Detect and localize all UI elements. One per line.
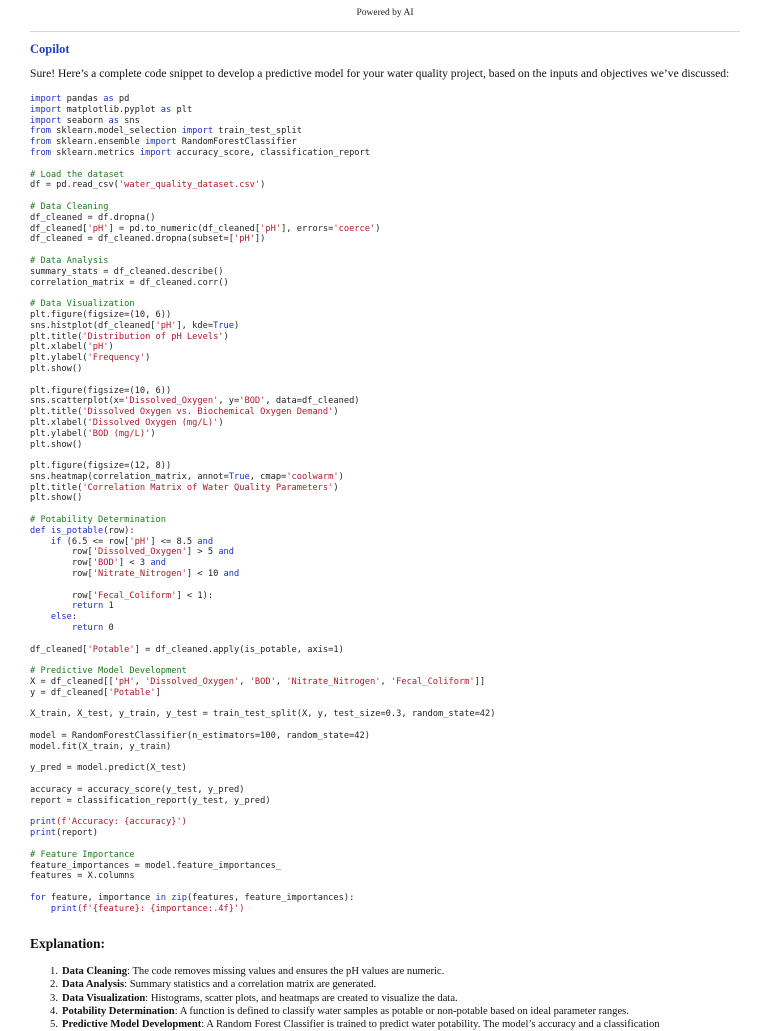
code-token: plt.figure(figsize=(10, 6)) [30,309,172,320]
code-token: 'Fecal_Coliform' [92,590,177,601]
code-token: 'Fecal_Coliform' [390,677,475,688]
page-header [30,0,740,32]
code-token: plt.title( [30,482,83,493]
explanation-item [30,965,750,978]
code-token: ) [234,320,240,331]
code-token: sklearn.ensemble [50,137,146,148]
code-token: and [150,558,167,569]
code-token: pandas [61,94,104,104]
code-line [30,871,750,882]
code-token: ], errors= [281,223,334,234]
code-line [30,94,750,105]
code-line [30,774,750,785]
code-token: ]] [474,677,486,688]
code-token: as [108,115,119,126]
code-line [30,234,750,245]
code-line [30,159,750,170]
code-token: 'Potable' [108,687,156,698]
code-token: # Data Cleaning [30,201,109,212]
code-token [30,904,51,914]
code-token: df_cleaned[ [30,644,88,655]
code-token: print [30,817,57,828]
code-token: df_cleaned = df.dropna() [30,212,156,223]
code-token: plt.show() [30,493,83,504]
code-token: df = pd.read_csv( [30,180,119,191]
code-token: row[ [30,590,93,601]
code-token: # Predictive Model Development [30,666,187,677]
code-token: from [30,137,51,148]
explanation-item-text: : The code removes missing values and ensures the pH values are numeric. [127,966,445,977]
code-token: import [30,94,62,104]
code-line [30,202,750,213]
code-line [30,547,750,558]
code-line [30,699,750,710]
explanation-item-text: : Summary statistics and a correlation matrix are generated. [124,979,377,991]
code-line [30,785,750,796]
code-line [30,634,750,645]
code-token: sklearn.metrics [50,147,140,158]
code-token: if [50,536,62,547]
code-token: model.fit(X_train, y_train) [30,741,172,752]
code-token: 'Nitrate_Nitrogen' [92,569,187,580]
code-line [30,148,750,159]
explanation-item-number: 3. [50,992,58,1004]
code-token: ] <= 8.5 [150,536,198,547]
code-token: , [239,677,250,688]
code-line [30,116,750,127]
code-token: , [380,677,391,688]
code-line [30,310,750,321]
code-token: ] < 10 [186,569,224,580]
code-token: plt.figure(figsize=(12, 8)) [30,461,172,472]
code-line [30,526,750,537]
code-line [30,763,750,774]
explanation-item-term: Data Analysis [62,979,125,991]
code-token: sns.histplot(df_cleaned[ [30,320,156,331]
code-line [30,623,750,634]
code-token: ) [333,407,339,418]
code-token: (f'{feature}: {importance:.4f}') [77,903,245,914]
explanation-item-term: Predictive Model Development [62,1019,202,1031]
code-token: ) [338,471,344,482]
code-line [30,828,750,839]
code-token: ) [108,342,114,353]
code-token: plt.show() [30,363,83,374]
code-line [30,256,750,267]
code-line [30,731,750,742]
code-token: , [134,677,146,688]
code-token: features = X.columns [30,871,135,882]
code-token [30,537,51,547]
code-line [30,126,750,137]
code-token: row[ [30,558,93,569]
code-token: # Data Analysis [30,255,109,266]
code-token: plt.show() [30,439,83,450]
code-token: 'Frequency' [87,353,146,364]
code-token: 'coerce' [333,223,376,234]
code-line [30,299,750,310]
explanation-item-number: 5. [50,1019,58,1031]
code-line [30,288,750,299]
code-token: train_test_split [213,126,302,137]
code-token: , y= [218,396,240,407]
code-token: ] = pd.to_numeric(df_cleaned[ [108,223,261,234]
code-line [30,601,750,612]
code-token: for [30,892,46,903]
code-line [30,515,750,526]
code-token: zip [171,892,187,903]
code-token: ) [375,223,381,234]
code-token: plt.ylabel( [30,428,88,439]
code-line [30,278,750,289]
code-line [30,137,750,148]
code-token: : [71,612,78,623]
code-line [30,850,750,861]
code-line [30,170,750,181]
code-token: 'BOD' [239,396,266,407]
code-token: print [50,903,78,914]
code-token: as [103,94,114,104]
code-token: in [155,892,167,903]
code-line [30,321,750,332]
code-token: 'coolwarm' [286,471,339,482]
code-token: # Potability Determination [30,515,166,526]
code-line [30,580,750,591]
intro-paragraph: Sure! Here’s a complete code snippet to develop a predictive model for your water quality project, based on the inputs and objectives we’ve discussed: [30,67,730,80]
explanation-item [30,1018,750,1031]
code-token: ) [145,353,151,364]
code-token: ) [218,417,224,428]
code-line [30,537,750,548]
code-token: plt.figure(figsize=(10, 6)) [30,385,172,396]
explanation-item-number: 2. [50,979,58,991]
explanation-item-number: 4. [50,1005,58,1017]
code-token: plt.ylabel( [30,353,88,364]
code-line [30,796,750,807]
explanation-item [30,992,750,1005]
code-token: return [71,601,104,612]
code-token: row[ [30,569,93,580]
code-token: sns [118,115,140,126]
code-token: (features, feature_importances): [186,892,355,903]
code-token: X = df_cleaned[[ [30,677,114,688]
explanation-item-text: : A function is defined to classify water samples as potable or non-potable based on ideal parameter ranges. [174,1005,629,1017]
code-token [30,601,72,611]
code-line [30,224,750,235]
code-line [30,677,750,688]
code-line [30,213,750,224]
code-token: accuracy = accuracy_score(y_test, y_pred) [30,785,245,795]
code-token: import [30,104,62,115]
code-token: and [218,547,235,558]
code-token: feature_importances = model.feature_importances_ [30,860,282,871]
code-token: ) [223,331,229,342]
code-token: df_cleaned[ [30,223,88,234]
code-token: # Data Visualization [30,299,135,310]
code-token: import [139,147,172,158]
code-token: import [30,115,62,126]
code-token: 0 [103,623,114,634]
code-token: RandomForestClassifier [176,137,297,148]
code-token: 'Dissolved Oxygen (mg/L)' [87,417,219,428]
code-token: , cmap= [249,471,287,482]
code-line [30,245,750,256]
code-block [30,94,750,915]
code-token: , data=df_cleaned) [265,396,360,407]
code-line [30,418,750,429]
code-token: (f'Accuracy: {accuracy}') [56,817,187,828]
code-line [30,861,750,872]
code-line [30,558,750,569]
code-line [30,904,750,915]
code-token: 'pH' [87,223,109,234]
code-token: sns.scatterplot(x= [30,396,125,407]
code-token: 'Potable' [87,644,135,655]
code-token: 'Dissolved_Oxygen' [92,547,187,558]
code-token: ) [150,428,156,439]
code-token: ] [155,687,161,698]
code-token: plt.xlabel( [30,342,88,353]
code-token: 'Correlation Matrix of Water Quality Parameters' [82,482,334,493]
code-line [30,364,750,375]
code-line [30,720,750,731]
code-token: from [30,126,51,137]
code-line [30,645,750,656]
code-token: matplotlib.pyplot [61,104,161,115]
code-line [30,591,750,602]
code-token: and [197,536,214,547]
code-token: summary_stats = df_cleaned.describe() [30,266,224,277]
code-line [30,267,750,278]
code-line [30,655,750,666]
explanation-item [30,978,750,991]
code-token: 1 [103,601,114,612]
code-line [30,753,750,764]
code-token: and [223,569,240,580]
code-line [30,472,750,483]
explanation-item-term: Potability Determination [62,1005,175,1017]
code-token: ], kde= [176,320,214,331]
code-token: report = classification_report(y_test, y_pred) [30,795,271,806]
code-line [30,612,750,623]
code-token: sns.heatmap(correlation_matrix, annot= [30,471,229,482]
code-token: 'pH' [155,320,177,331]
code-line [30,375,750,386]
code-token: return [71,623,104,634]
code-token: print [30,828,57,839]
code-line [30,742,750,753]
code-token: y_pred = model.predict(X_test) [30,763,187,774]
code-token: ] > 5 [186,547,219,558]
code-token: row[ [30,547,93,558]
code-line [30,461,750,472]
code-line [30,882,750,893]
code-token: plt.xlabel( [30,417,88,428]
code-token: ]) [254,234,266,245]
code-token: 'pH' [113,677,135,688]
code-token: plt [171,104,193,115]
code-line [30,332,750,343]
code-token: # Load the dataset [30,169,125,180]
code-line [30,105,750,116]
code-line [30,450,750,461]
code-line [30,342,750,353]
code-token: 'BOD' [92,558,119,569]
code-token [30,612,51,622]
code-line [30,569,750,580]
code-line [30,688,750,699]
code-token: (row): [103,525,135,536]
code-token: 'BOD' [249,677,276,688]
code-token: (report) [56,828,98,839]
code-token: import [145,137,177,148]
code-token: correlation_matrix = df_cleaned.corr() [30,277,229,288]
code-token: pd [113,94,130,104]
code-line [30,483,750,494]
explanation-item-text: : A Random Forest Classifier is trained to predict water potability. The model’s accuracy and a classification [201,1019,660,1031]
code-token: def [30,525,46,536]
code-token: 'Nitrate_Nitrogen' [286,677,381,688]
code-token: 'Dissolved_Oxygen' [124,396,219,407]
explanation-item-term: Data Cleaning [62,966,128,977]
code-token: from [30,147,51,158]
code-line [30,839,750,850]
code-token: X_train, X_test, y_train, y_test = train_test_split(X, y, test_size=0.3, random_state=42) [30,709,496,720]
response-title: Copilot [30,42,70,56]
header-text: Powered by AI [356,8,414,18]
code-token: 'Distribution of pH Levels' [82,331,224,342]
code-token: ) [260,180,266,191]
code-token: ) [333,482,339,493]
code-token: 'Dissolved_Oxygen' [145,677,240,688]
code-token: accuracy_score, classification_report [171,147,370,158]
code-token: 'pH' [233,234,255,245]
code-line [30,429,750,440]
code-line [30,353,750,364]
code-line [30,191,750,202]
code-line [30,817,750,828]
code-token: , [275,677,287,688]
code-token: sklearn.model_selection [50,126,182,137]
code-token: (6.5 <= row[ [61,536,130,547]
code-token: 'pH' [87,342,109,353]
explanation-heading: Explanation: [30,936,106,951]
code-token: # Feature Importance [30,849,135,860]
code-token: import [181,126,214,137]
explanation-list [30,965,750,1031]
code-line [30,493,750,504]
code-token: plt.title( [30,331,83,342]
code-line [30,180,750,191]
code-token: df_cleaned = df_cleaned.dropna(subset=[ [30,234,234,245]
code-line [30,396,750,407]
explanation-item-term: Data Visualization [62,992,146,1004]
explanation-item [30,1005,750,1018]
code-line [30,440,750,451]
code-token: 'pH' [260,223,282,234]
code-line [30,407,750,418]
code-token: 'BOD (mg/L)' [87,428,151,439]
code-token: feature, importance [45,892,156,903]
explanation-item-text: : Histograms, scatter plots, and heatmaps are created to visualize the data. [145,992,458,1004]
code-token: seaborn [61,115,109,126]
code-token: is_potable [50,525,104,536]
code-token: as [160,104,172,115]
code-token: 'pH' [129,536,151,547]
code-line [30,504,750,515]
code-token: 'Dissolved Oxygen vs. Biochemical Oxygen Demand' [82,407,334,418]
code-line [30,666,750,677]
code-line [30,709,750,720]
code-token: ] = df_cleaned.apply(is_potable, axis=1) [134,644,344,655]
code-token: plt.title( [30,407,83,418]
explanation-item-number: 1. [50,966,58,977]
code-line [30,386,750,397]
code-token: else [50,612,72,623]
code-token: model = RandomForestClassifier(n_estimators=100, random_state=42) [30,731,370,742]
code-token: 'water_quality_dataset.csv' [118,180,261,191]
code-token: ] < 1): [176,590,214,601]
code-token: y = df_cleaned[ [30,687,109,698]
code-token [30,623,72,633]
code-line [30,807,750,818]
code-token: True [228,471,250,482]
code-line [30,893,750,904]
code-token: ] < 3 [118,558,151,569]
code-token: True [213,320,234,331]
